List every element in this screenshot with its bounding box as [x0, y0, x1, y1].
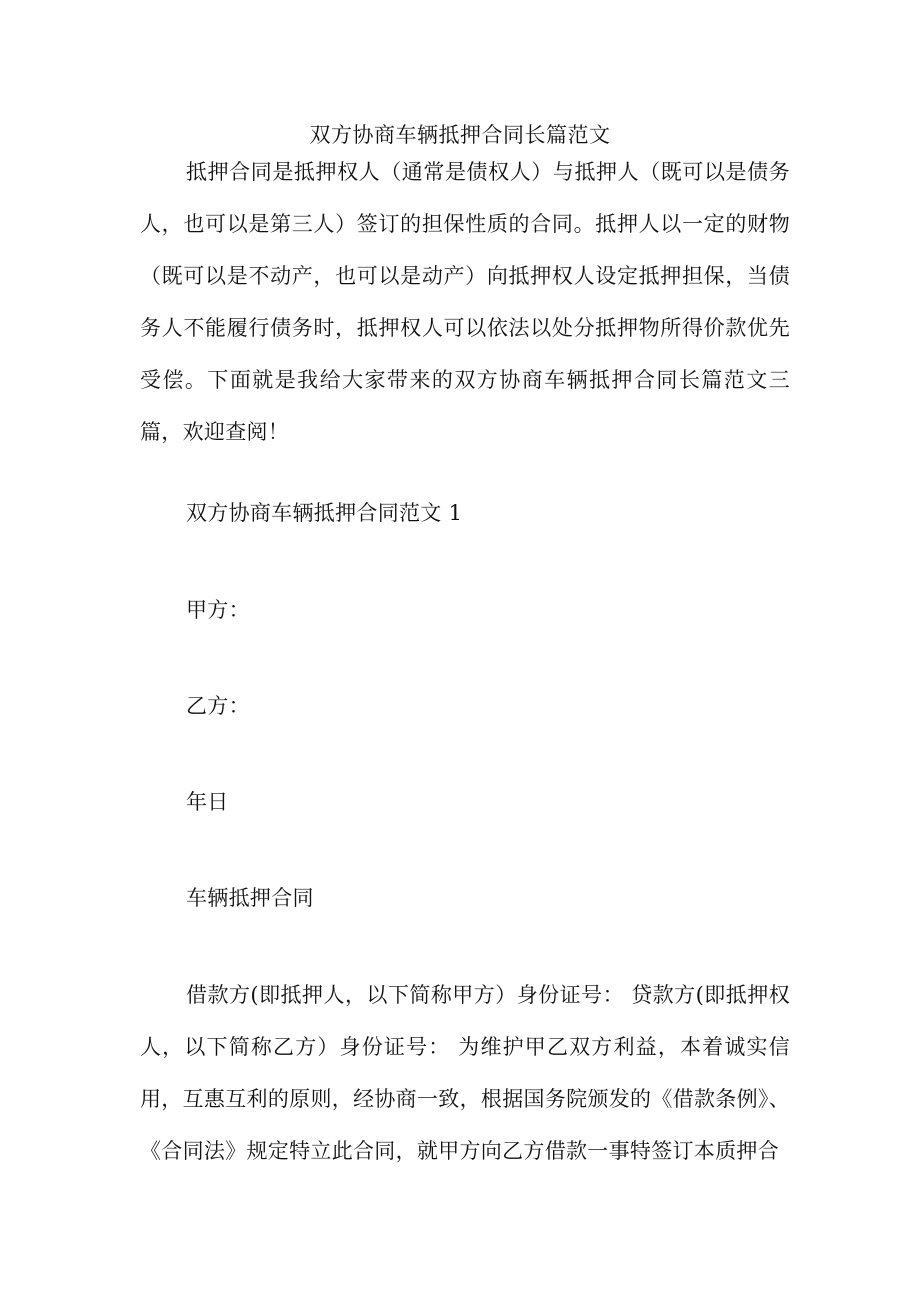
contract-title: 车辆抵押合同 — [186, 886, 314, 910]
party-b-line: 乙方： — [186, 694, 250, 718]
section-heading: 双方协商车辆抵押合同范文 1 — [186, 501, 463, 525]
intro-paragraph: 抵押合同是抵押权人（通常是债权人）与抵押人（既可以是债务人，也可以是第三人）签订的担保性质的合同。抵押人以一定的财物（既可以是不动产，也可以是动产）向抵押权人设定抵押担保，当债务人不能履行债务时，抵押权人可以依法以处分抵押物所得价款优先受偿。下面就是我给大家带来的双方协商车辆抵押合同长篇范文三篇，欢迎查阅！ — [140, 160, 790, 444]
date-line: 年日 — [186, 790, 229, 814]
party-a-line: 甲方： — [186, 598, 250, 622]
body-paragraph: 借款方(即抵押人，以下简称甲方）身份证号： 贷款方(即抵押权人，以下简称乙方）身份证号： 为维护甲乙双方利益，本着诚实信用，互惠互利的原则，经协商一致，根据国务院颁发的《借款条例》、《合同法》规定特立此合同，就甲方向乙方借款一事特签订本质押合 — [140, 983, 790, 1163]
document-title: 双方协商车辆抵押合同长篇范文 — [309, 123, 611, 147]
